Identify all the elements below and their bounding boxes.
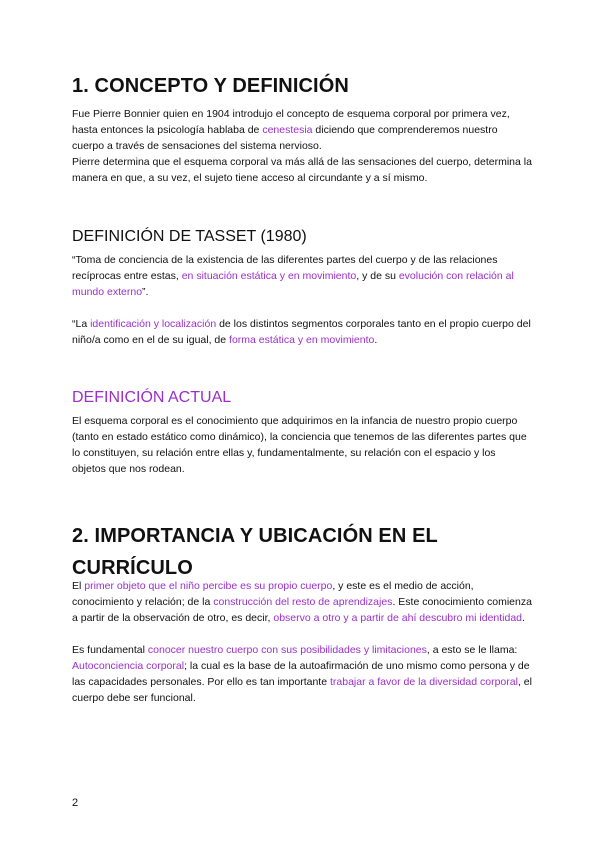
- highlight: trabajar a favor de la diversidad corporal: [329, 676, 518, 688]
- highlight: primer objeto que el niño percibe es su propio cuerpo: [84, 580, 333, 592]
- section-2-title: 2. IMPORTANCIA Y UBICACIÓN EN EL CURRÍCULO: [72, 525, 438, 579]
- section-2-paragraph-2: Es fundamental conocer nuestro cuerpo con sus posibilidades y limitaciones, a esto se le llama: Autoconciencia corporal; la cual es la base de la autoafirmación de uno mismo como persona y de las capacidades personales. Por ello es tan importante trabajar a favor de la diversidad corporal, el cuerpo debe ser funcional.: [72, 644, 532, 704]
- highlight: Autoconciencia corporal: [72, 660, 185, 672]
- highlight-cenestesia: cenestesia: [262, 124, 313, 136]
- page-number: 2: [72, 797, 79, 809]
- tasset-title: DEFINICIÓN DE TASSET (1980): [72, 228, 307, 245]
- tasset-heading-block: [72, 227, 532, 247]
- tasset-quote-2: “La identificación y localización de los distintos segmentos corporales tanto en el propio cuerpo del niño/a como en el de su igual, de forma estática y en movimiento.: [72, 318, 531, 346]
- section-2-body: [72, 578, 532, 706]
- section-1-paragraph-1: Fue Pierre Bonnier quien en 1904 introdujo el concepto de esquema corporal por primera vez, hasta entonces la psicología hablaba de cenestesia diciendo que comprenderemos nuestro cuerpo a través de sensaciones del sistema nervioso.: [72, 108, 510, 152]
- section-1-title: 1. CONCEPTO Y DEFINICIÓN: [72, 75, 349, 97]
- highlight: conocer nuestro cuerpo con sus posibilidades y limitaciones: [147, 644, 427, 656]
- highlight: forma estática y en movimiento: [229, 334, 375, 346]
- highlight: identificación y localización: [90, 318, 217, 330]
- section-1: [72, 70, 532, 102]
- section-1-body: [72, 106, 532, 186]
- actual-paragraph: El esquema corporal es el conocimiento que adquirimos en la infancia de nuestro propio cuerpo (tanto en estado estático como dinámico), la conciencia que tenemos de las diferentes partes que lo constituyen, su relación entre ellas y, fundamentalmente, su relación con el espacio y los objetos que nos rodean.: [72, 415, 527, 475]
- section-1-paragraph-2: Pierre determina que el esquema corporal va más allá de las sensaciones del cuerpo, determina la manera en que, a su vez, el sujeto tiene acceso al circundante y a sí mismo.: [72, 156, 532, 184]
- highlight: construcción del resto de aprendizajes: [213, 596, 393, 608]
- highlight: observo a otro y a partir de ahí descubro mi identidad: [273, 612, 523, 624]
- section-2-paragraph-1: El primer objeto que el niño percibe es su propio cuerpo, y este es el medio de acción, conocimiento y relación; de la construcción del resto de aprendizajes. Este conocimiento comienza a partir de la observación de otro, es decir, observo a otro y a partir de ahí descubro mi identidad.: [72, 580, 532, 624]
- highlight: evolución con relación al mundo externo: [72, 270, 514, 298]
- section-2: [72, 520, 532, 584]
- tasset-body: [72, 252, 532, 348]
- actual-title: DEFINICIÓN ACTUAL: [72, 389, 232, 406]
- highlight: en situación estática y en movimiento: [181, 270, 357, 282]
- actual-body: [72, 413, 532, 477]
- tasset-quote-1: “Toma de conciencia de la existencia de las diferentes partes del cuerpo y de las relaciones recíprocas entre estas, en situación estática y en movimiento, y de su evolución con relación al mundo externo”.: [72, 254, 514, 298]
- actual-heading-block: [72, 388, 532, 408]
